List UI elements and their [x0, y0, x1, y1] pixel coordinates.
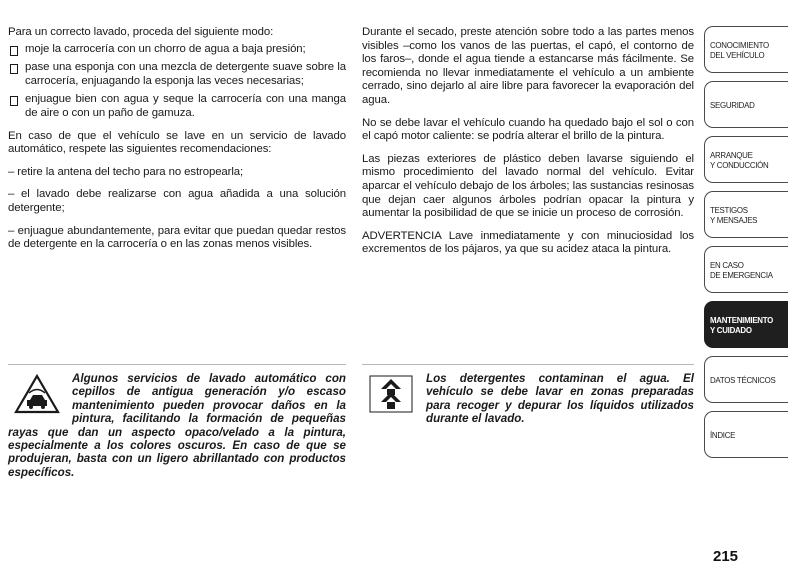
tab-arranque-y-conduccion[interactable]: ARRANQUE Y CONDUCCIÓN: [704, 136, 788, 183]
drying-paragraph: Durante el secado, preste atención sobre todo a las partes menos visibles –como los vanos de las puertas, el capó, el contorno de los faros–, donde el agua tiende a estancarse más fácilmente. Se recomienda no llevar inmediatamente el vehículo a un ambiente cerrado, sino dejarlo al aire libre para favorecer la evaporación del agua.: [362, 26, 694, 106]
tab-seguridad[interactable]: SEGURIDAD: [704, 81, 788, 128]
list-item: pase una esponja con una mezcla de detergente suave sobre la carrocería, enjuagando la esponja las veces necesarias;: [8, 61, 346, 88]
page-number: 215: [713, 548, 739, 565]
left-column: [8, 26, 346, 261]
tab-datos-tecnicos[interactable]: DATOS TÉCNICOS: [704, 356, 788, 403]
advertencia-paragraph: [362, 230, 694, 257]
tab-testigos-y-mensajes[interactable]: TESTIGOS Y MENSAJES: [704, 191, 788, 238]
tab-indice[interactable]: ÍNDICE: [704, 411, 788, 458]
automatic-wash-list: [8, 166, 346, 252]
list-item: moje la carrocería con un chorro de agua a baja presión;: [8, 43, 346, 57]
right-column: [362, 26, 694, 266]
plastic-parts-paragraph: Las piezas exteriores de plástico deben lavarse siguiendo el mismo procedimiento del lavado normal del vehículo. Evitar aparcar el vehículo debajo de los árboles; las sustancias resinosas que dejan caer algunos árboles podrían opacar la pintura y aumentar la posibilidad de que se inicie un proceso de corrosión.: [362, 152, 694, 220]
list-item: enjuague bien con agua y seque la carrocería con una manga de aire o con un paño de gamuza.: [8, 93, 346, 120]
list-item: – retire la antena del techo para no estropearla;: [8, 165, 244, 178]
list-item: – enjuague abundantemente, para evitar que puedan quedar restos de detergente en la carrocería o en las zonas menos visibles.: [8, 224, 346, 251]
square-bullet-icon: [10, 96, 18, 106]
hot-sun-paragraph: No se debe lavar el vehículo cuando ha quedado bajo el sol o con el capó motor caliente: se podría alterar el brillo de la pintura.: [362, 116, 694, 143]
automatic-wash-intro: En caso de que el vehículo se lave en un servicio de lavado automático, respete las siguientes recomendaciones:: [8, 129, 346, 156]
tab-en-caso-de-emergencia[interactable]: EN CASO DE EMERGENCIA: [704, 246, 788, 293]
list-item: – el lavado debe realizarse con agua añadida a una solución detergente;: [8, 188, 346, 214]
warning-triangle-car-icon: [14, 374, 60, 414]
tab-conocimiento-del-vehiculo[interactable]: CONOCIMIENTO DEL VEHÍCULO: [704, 26, 788, 73]
tab-mantenimiento-y-cuidado[interactable]: MANTENIMIENTO Y CUIDADO: [704, 301, 788, 348]
advertencia-label: ADVERTENCIA: [362, 229, 442, 242]
advertencia-text: Lave inmediatamente y con minuciosidad los excrementos de los pájaros, ya que su acidez ataca la pintura.: [362, 229, 694, 256]
warning-note-text: Algunos servicios de lavado automático con cepillos de antigua generación y/o escaso mantenimiento pueden provocar daños en la pintura, facilitando la formación de pequeñas rayas que dan un aspecto opaco/velado a la pintura, especialmente a los colores oscuros. En caso de que se produjeran, basta con un ligero abrillantado con productos específicos.: [8, 372, 346, 479]
recycle-arrows-icon: [368, 374, 414, 414]
environment-note: [362, 364, 694, 426]
square-bullet-icon: [10, 64, 18, 74]
warning-note: [8, 364, 346, 479]
washing-intro: Para un correcto lavado, proceda del siguiente modo:: [8, 26, 274, 38]
section-tabs: [704, 26, 788, 466]
washing-steps-list: [8, 43, 346, 121]
square-bullet-icon: [10, 46, 18, 56]
environment-note-text: Los detergentes contaminan el agua. El vehículo se debe lavar en zonas preparadas para recoger y depurar los líquidos utilizados durante el lavado.: [426, 372, 694, 426]
